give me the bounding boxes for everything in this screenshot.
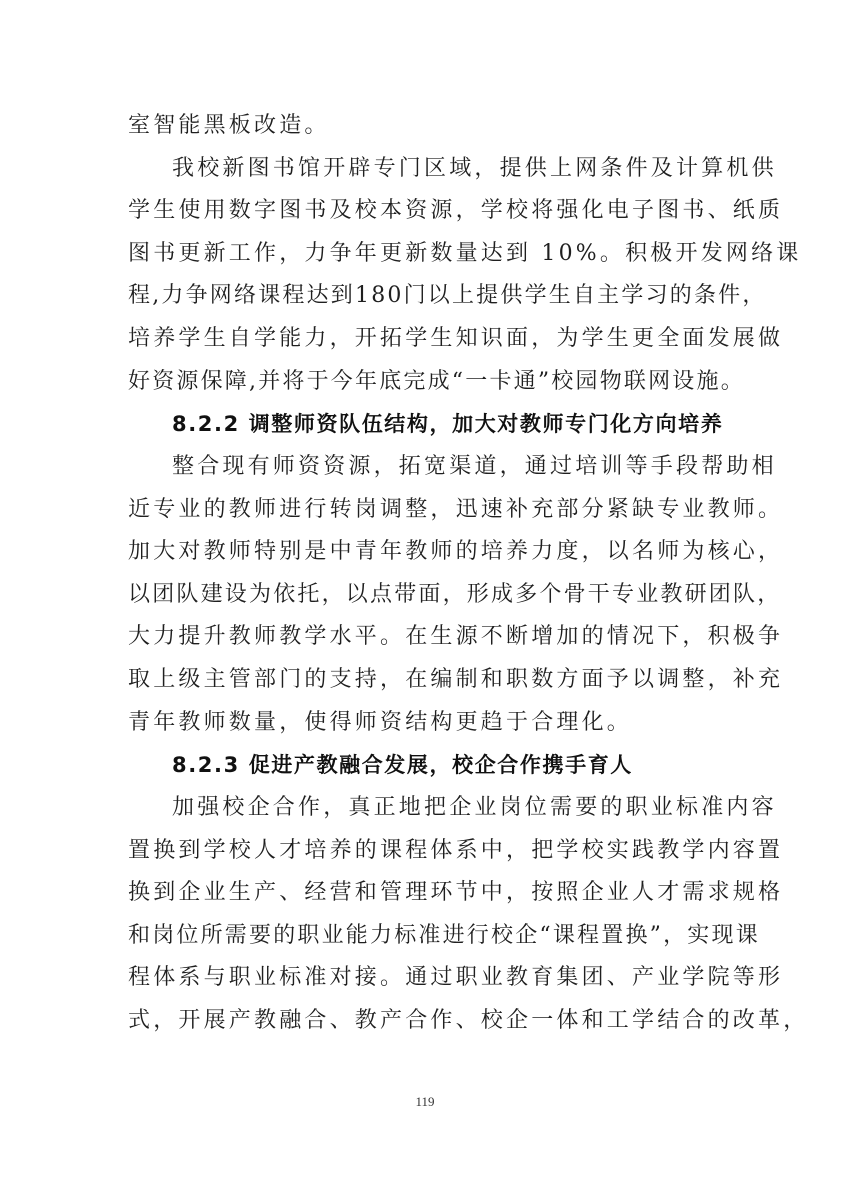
paragraph-line: 加大对教师特别是中青年教师的培养力度，以名师为核心， <box>128 539 784 564</box>
paragraph-line: 和岗位所需要的职业能力标准进行校企“课程置换”，实现课 <box>128 923 760 948</box>
paragraph-line: 学生使用数字图书及校本资源，学校将强化电子图书、纸质 <box>128 198 784 223</box>
section-heading-8-2-2: 8.2.2 调整师资队伍结构，加大对教师专门化方向培养 <box>172 412 724 436</box>
paragraph-line: 置换到学校人才培养的课程体系中，把学校实践教学内容置 <box>128 838 784 863</box>
paragraph-line: 图书更新工作，力争年更新数量达到 10%。积极开发网络课 <box>128 241 802 266</box>
page-number: 119 <box>415 1094 435 1109</box>
paragraph-line: 式，开展产教融合、教产合作、校企一体和工学结合的改革， <box>128 1008 809 1033</box>
paragraph-line: 程,力争网络课程达到180门以上提供学生自主学习的条件， <box>128 283 767 308</box>
paragraph-line: 取上级主管部门的支持，在编制和职数方面予以调整，补充 <box>128 667 784 692</box>
paragraph-line: 大力提升教师教学水平。在生源不断增加的情况下，积极争 <box>128 624 784 649</box>
paragraph-line: 程体系与职业标准对接。通过职业教育集团、产业学院等形 <box>128 965 784 990</box>
section-heading-8-2-3: 8.2.3 促进产教融合发展，校企合作携手育人 <box>172 753 633 777</box>
paragraph-line: 培养学生自学能力，开拓学生知识面，为学生更全面发展做 <box>128 326 784 351</box>
paragraph-line: 好资源保障,并将于今年底完成“一卡通”校园物联网设施。 <box>128 369 745 394</box>
paragraph-line: 近专业的教师进行转岗调整，迅速补充部分紧缺专业教师。 <box>128 497 784 522</box>
paragraph-first-line: 加强校企合作，真正地把企业岗位需要的职业标准内容 <box>172 795 777 820</box>
paragraph-line: 以团队建设为依托，以点带面，形成多个骨干专业教研团队， <box>128 582 782 607</box>
paragraph-first-line: 整合现有师资资源，拓宽渠道，通过培训等手段帮助相 <box>172 454 777 479</box>
paragraph-line: 室智能黑板改造。 <box>128 113 330 138</box>
paragraph-first-line: 我校新图书馆开辟专门区域，提供上网条件及计算机供 <box>172 156 777 181</box>
paragraph-line: 青年教师数量，使得师资结构更趋于合理化。 <box>128 710 633 735</box>
paragraph-line: 换到企业生产、经营和管理环节中，按照企业人才需求规格 <box>128 880 784 905</box>
